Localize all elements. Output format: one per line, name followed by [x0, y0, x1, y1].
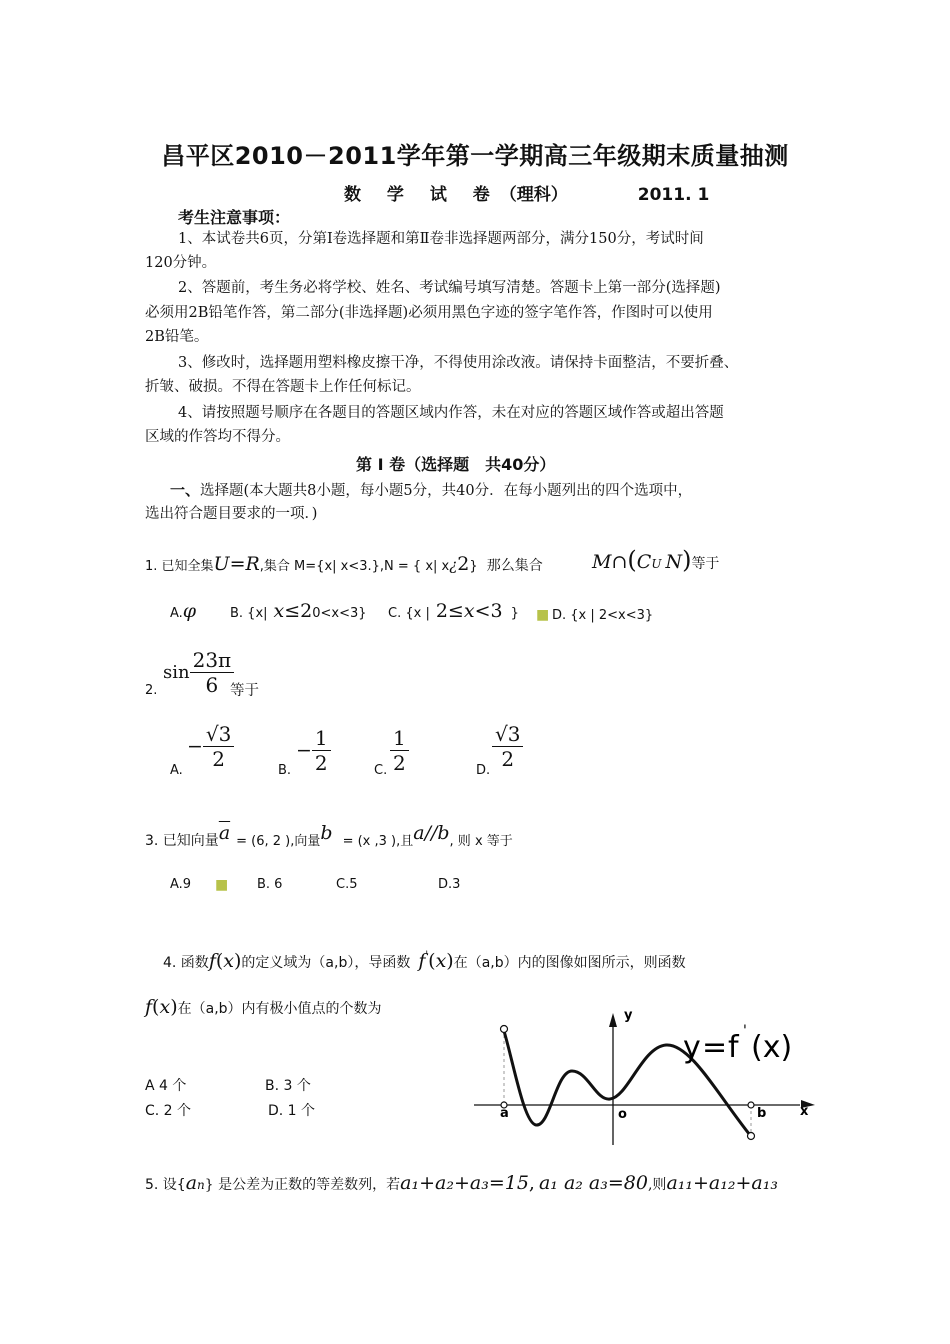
- q1-two: 2: [457, 553, 470, 575]
- exam-date: 2011. 1: [637, 185, 710, 205]
- q1-U-sub: U: [651, 557, 662, 571]
- q1-paren-r: ): [682, 546, 692, 574]
- notice-item-1-line-2: 120分钟。: [145, 255, 217, 271]
- green-dot-mark-2: ■: [215, 877, 229, 893]
- q4-domain-text: 的定义域为（a,b），导函数: [241, 955, 411, 971]
- q2-d-den: 2: [501, 747, 515, 771]
- q2-expression: [163, 648, 234, 697]
- q4-lparen-3: (: [152, 996, 160, 1018]
- exam-subtitle: [344, 180, 709, 205]
- q2-a-den: 2: [212, 747, 226, 771]
- green-dot-mark: ■: [536, 607, 550, 623]
- q4-x-2: x: [435, 950, 447, 972]
- q4-graph-text: 在（a,b）内的图像如图所示，则函数: [453, 955, 686, 971]
- notice-item-3-line-1: 3、修改时，选择题用塑料橡皮擦干净，不得使用涂改液。请保持卡面整洁，不要折叠、: [178, 355, 739, 371]
- q3-b-value: = (x ,3 ): [342, 834, 397, 849]
- q4-prime: ': [425, 950, 429, 961]
- q4-rparen-3: ): [170, 996, 178, 1018]
- notice-heading: 考生注意事项：: [178, 208, 291, 227]
- q1-option-c-label: C. {x |: [388, 606, 430, 621]
- q3-cond: ,且: [396, 834, 414, 849]
- q2-fraction: [190, 648, 235, 697]
- q3-option-c: C.5: [336, 877, 358, 892]
- q1-option-c-2: 2: [435, 600, 448, 622]
- x-axis-label: x: [800, 1104, 809, 1119]
- q4-lparen-2: (: [428, 950, 436, 972]
- q2-c-frac: [390, 726, 409, 775]
- q5-then: ,则: [647, 1177, 667, 1193]
- derivative-graph: [470, 1005, 815, 1150]
- q2-b-frac: [312, 726, 331, 775]
- curve-label-x: (x): [751, 1030, 793, 1065]
- question-4-line-1: [163, 950, 686, 972]
- q1-option-a-label: A.: [170, 606, 183, 621]
- q3-vector-b-2: b: [437, 822, 450, 844]
- question-4-line-2: [145, 996, 382, 1018]
- q2-option-a: [187, 722, 234, 771]
- q1-option-c: [388, 600, 519, 622]
- q4-x: x: [223, 950, 234, 972]
- q5-expr-1: a₁+a₂+a₃=15: [400, 1172, 529, 1194]
- q2-number: 2.: [145, 683, 158, 698]
- q4-x-3: x: [159, 996, 171, 1018]
- q3-option-d: D.3: [438, 877, 461, 892]
- q2-option-c-label: C.: [374, 763, 388, 778]
- q2-option-b: [296, 726, 331, 775]
- q1-option-a-value: φ: [182, 600, 197, 622]
- section-1-intro-line-2: 选出符合题目要求的一项．): [145, 506, 318, 522]
- q1-prefix: 1. 已知全集: [145, 559, 214, 574]
- q1-option-b: [230, 600, 367, 622]
- q4-f: f: [208, 950, 216, 972]
- open-point-b: [748, 1133, 755, 1140]
- subject-label: 数 学 试 卷: [344, 185, 500, 205]
- q5-mid: } 是公差为正数的等差数列，若: [204, 1177, 401, 1193]
- q4-option-b: B. 3 个: [265, 1078, 311, 1094]
- q1-option-b-label: B. {x|: [230, 606, 268, 621]
- q2-b-num: 1: [312, 726, 331, 751]
- section-1-heading: 第 I 卷（选择题 共40分）: [356, 455, 556, 474]
- b-label: b: [757, 1106, 767, 1121]
- q1-U: U: [213, 553, 230, 575]
- q1-C: C: [636, 551, 652, 573]
- q2-option-c: [390, 726, 409, 775]
- q1-R: R: [245, 553, 260, 575]
- q2-c-den: 2: [393, 751, 406, 775]
- q2-den: 6: [205, 673, 219, 697]
- q1-option-c-3: 3: [490, 600, 503, 622]
- q3-a-value: = (6, 2 ): [236, 834, 291, 849]
- q2-option-b-label: B.: [278, 763, 292, 778]
- q1-bad-glyph: ¿: [449, 556, 458, 574]
- q1-M: M: [592, 551, 612, 573]
- q5-n: n: [197, 1178, 205, 1192]
- q1-paren-l: (: [627, 546, 637, 574]
- part-label: 一、: [170, 481, 201, 499]
- question-1: [145, 553, 543, 575]
- curve-label-y: y: [683, 1030, 701, 1065]
- origin-label: o: [618, 1107, 627, 1122]
- q4-rparen: ): [234, 950, 242, 972]
- q1-N: N: [665, 551, 683, 573]
- q3-prefix: 3. 已知向量: [145, 833, 219, 849]
- notice-item-4-line-1: 4、请按照题号顺序在各题目的答题区域内作答，未在对应的答题区域作答或超出答题: [178, 405, 724, 421]
- section-1-intro-line-1: [170, 478, 692, 503]
- q1-set-text: ,集合 M={x| x<3.},N = { x| x: [259, 559, 450, 574]
- q3-tail: , 则 x 等于: [449, 834, 513, 849]
- intro-text-1: 选择题(本大题共8小题，每小题5分，共40分．在每小题列出的四个选项中，: [200, 483, 693, 499]
- q3-vector-a-2: a: [413, 822, 425, 844]
- q3-vector-a: $\overline{a}$: [218, 822, 231, 844]
- q1-option-c-lt: <: [474, 600, 491, 622]
- curve-label-prime: ': [743, 1023, 747, 1039]
- q2-d-frac: [492, 722, 523, 771]
- q3-parallel: //: [424, 822, 438, 844]
- q2-b-minus: −: [296, 739, 312, 762]
- q1-set-expression: [592, 546, 719, 574]
- q3-option-a: A.9: [170, 877, 192, 892]
- q1-brace: }: [469, 559, 478, 574]
- q1-option-b-2: 2: [300, 600, 313, 622]
- q1-option-c-x: x: [463, 600, 475, 622]
- q1-option-c-tail: }: [510, 606, 519, 621]
- question-5: [145, 1172, 778, 1197]
- q5-prefix: 5. 设{: [145, 1177, 186, 1193]
- q4-prefix: 4. 函数: [163, 955, 209, 971]
- exam-title: 昌平区2010－2011学年第一学期高三年级期末质量抽测: [161, 142, 789, 170]
- subject-note: （理科）: [499, 185, 568, 205]
- notice-item-2-line-3: 2B铅笔。: [145, 329, 209, 345]
- q1-eq: =: [229, 553, 246, 575]
- question-3: [145, 822, 513, 850]
- q2-a-num: √3: [203, 722, 234, 747]
- q2-option-a-label: A.: [170, 763, 183, 778]
- q2-a-frac: [203, 722, 234, 771]
- q2-option-d: [492, 722, 523, 771]
- q2-d-num: √3: [492, 722, 523, 747]
- q2-c-num: 1: [390, 726, 409, 751]
- q4-lparen: (: [215, 950, 224, 972]
- q2-option-d-label: D.: [476, 763, 491, 778]
- q5-a: a: [185, 1172, 198, 1194]
- q4-option-d: D. 1 个: [268, 1103, 316, 1119]
- q3-option-b: B. 6: [257, 877, 283, 892]
- q4-option-a: A 4 个: [145, 1078, 187, 1094]
- q2-equals-text: 等于: [230, 683, 259, 699]
- q2-a-minus: −: [187, 735, 203, 758]
- q1-option-c-le: ≤: [447, 600, 464, 622]
- q4-line-2-text: 在（a,b）内有极小值点的个数为: [177, 1001, 382, 1017]
- q5-expr-3: a₁₁+a₁₂+a₁₃: [666, 1172, 778, 1194]
- notice-item-2-line-2: 必须用2B铅笔作答，第二部分(非选择题)必须用黑色字迹的签字笔作答，作图时可以使用: [145, 305, 713, 321]
- curve-label-f: f: [728, 1030, 739, 1065]
- point-b-on-axis: [748, 1102, 754, 1108]
- q4-rparen-2: ): [446, 950, 454, 972]
- notice-item-1-line-1: 1、本试卷共6页，分第Ⅰ卷选择题和第Ⅱ卷非选择题两部分，满分150分，考试时间: [178, 231, 704, 247]
- q4-f-prime: f: [418, 950, 426, 972]
- notice-item-3-line-2: 折皱、破损。不得在答题卡上作任何标记。: [145, 379, 421, 395]
- q2-b-den: 2: [314, 751, 328, 775]
- q4-f-3: f: [145, 996, 153, 1018]
- q1-option-a: [170, 600, 196, 622]
- q5-expr-2: a₁ a₂ a₃=80: [538, 1172, 648, 1194]
- q4-option-c: C. 2 个: [145, 1103, 192, 1119]
- notice-item-4-line-2: 区域的作答均不得分。: [145, 429, 290, 445]
- q1-equals-text: 等于: [691, 556, 720, 572]
- q1-tail: 那么集合: [486, 558, 543, 574]
- a-label: a: [500, 1106, 509, 1121]
- y-axis-label: y: [624, 1008, 633, 1023]
- q1-option-d: D. {x | 2<x<3}: [552, 608, 654, 623]
- open-point-a: [501, 1026, 508, 1033]
- notice-item-2-line-1: 2、答题前，考生务必将学校、姓名、考试编号填写清楚。答题卡上第一部分(选择题): [178, 280, 721, 296]
- q5-comma: ,: [528, 1172, 535, 1194]
- q2-sin: sin: [163, 662, 190, 683]
- y-axis-arrow: [609, 1013, 617, 1027]
- q1-cap: ∩: [611, 551, 628, 573]
- q3-vector-b: b: [320, 822, 333, 844]
- q1-option-b-le: ≤: [284, 600, 301, 622]
- q2-num: 23π: [190, 648, 235, 673]
- q1-option-b-tail: 0<x<3}: [312, 606, 367, 621]
- q1-option-b-x: x: [273, 600, 285, 622]
- q3-mid: ,向量: [290, 834, 321, 849]
- curve-label-eq: =: [702, 1030, 728, 1065]
